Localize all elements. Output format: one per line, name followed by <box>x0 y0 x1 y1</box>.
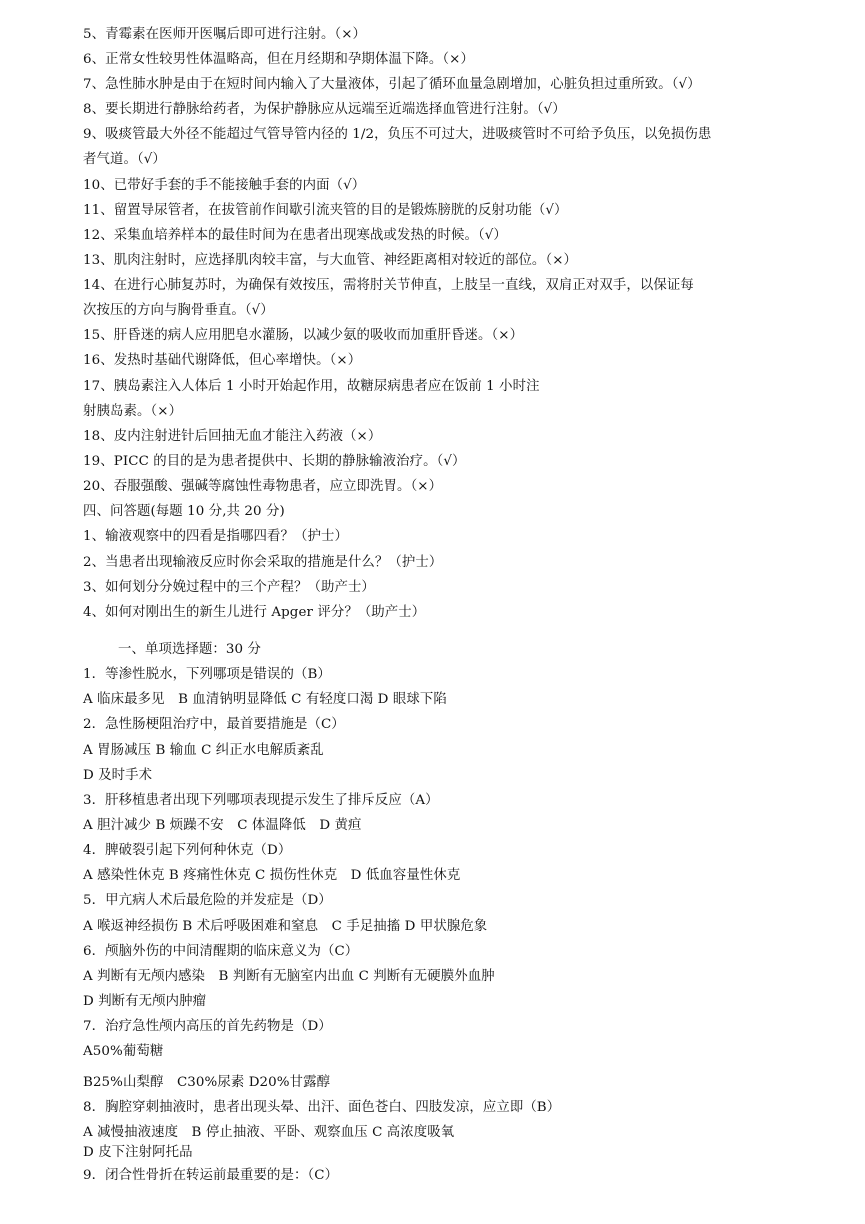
question-stem: 5．甲亢病人术后最危险的并发症是（D） <box>83 893 332 908</box>
judgement-item: 19、PICC 的目的是为患者提供中、长期的静脉输液治疗。（√） <box>83 454 466 469</box>
question-stem: 4．脾破裂引起下列何种休克（D） <box>83 843 292 858</box>
judgement-item: 11、留置导尿管者，在拔管前作间歇引流夹管的目的是锻炼膀胱的反射功能（√） <box>83 203 568 218</box>
judgement-item: 18、皮内注射进针后回抽无血才能注入药液（×） <box>83 429 382 444</box>
question-options: A50%葡萄糖 <box>83 1044 164 1059</box>
question-options: A 感染性休克 B 疼痛性休克 C 损伤性休克 D 低血容量性休克 <box>83 868 461 883</box>
question-options: A 判断有无颅内感染 B 判断有无脑室内出血 C 判断有无硬膜外血肿 <box>83 969 495 984</box>
question-options: D 及时手术 <box>83 768 153 783</box>
question-stem: 6．颅脑外伤的中间清醒期的临床意义为（C） <box>83 944 359 959</box>
question-options: A 喉返神经损伤 B 术后呼吸困难和窒息 C 手足抽搐 D 甲状腺危象 <box>83 919 488 934</box>
question-stem: 7．治疗急性颅内高压的首先药物是（D） <box>83 1019 332 1034</box>
judgement-item-continuation: 射胰岛素。（×） <box>83 404 183 419</box>
judgement-item: 15、肝昏迷的病人应用肥皂水灌肠，以减少氨的吸收而加重肝昏迷。（×） <box>83 328 524 343</box>
question-stem: 2．急性肠梗阻治疗中，最首要措施是（C） <box>83 717 345 732</box>
question-options: A 胆汁减少 B 烦躁不安 C 体温降低 D 黄疸 <box>83 818 362 833</box>
question-stem: 9．闭合性骨折在转运前最重要的是：（C） <box>83 1168 339 1183</box>
question-options: D 判断有无颅内肿瘤 <box>83 994 207 1009</box>
section-heading: 一、单项选择题：30 分 <box>118 642 262 657</box>
essay-question: 3、如何划分分娩过程中的三个产程？（助产士） <box>83 580 375 595</box>
judgement-item-continuation: 者气道。（√） <box>83 152 166 167</box>
question-options: A 胃肠减压 B 输血 C 纠正水电解质紊乱 <box>83 743 324 758</box>
question-options: D 皮下注射阿托品 <box>83 1145 193 1160</box>
question-options: B25%山梨醇 C30%尿素 D20%甘露醇 <box>83 1075 331 1090</box>
essay-question: 1、输液观察中的四看是指哪四看？（护士） <box>83 529 348 544</box>
question-options: A 减慢抽液速度 B 停止抽液、平卧、观察血压 C 高浓度吸氧 <box>83 1125 455 1140</box>
judgement-item: 13、肌肉注射时，应选择肌肉较丰富，与大血管、神经距离相对较近的部位。（×） <box>83 253 578 268</box>
judgement-item: 10、已带好手套的手不能接触手套的内面（√） <box>83 178 366 193</box>
essay-question: 4、如何对刚出生的新生儿进行 Apger 评分？（助产士） <box>83 605 426 620</box>
judgement-item: 12、采集血培养样本的最佳时间为在患者出现寒战或发热的时候。（√） <box>83 228 507 243</box>
judgement-item: 8、要长期进行静脉给药者，为保护静脉应从远端至近端选择血管进行注射。（√） <box>83 102 566 117</box>
judgement-item: 9、吸痰管最大外径不能超过气管导管内径的 1/2，负压不可过大，进吸痰管时不可给予负压，以免损伤患 <box>83 127 712 142</box>
judgement-item: 7、急性肺水肿是由于在短时间内输入了大量液体，引起了循环血量急剧增加，心脏负担过重所致。（√） <box>83 77 701 92</box>
question-options: A 临床最多见 B 血清钠明显降低 C 有轻度口渴 D 眼球下陷 <box>83 692 447 707</box>
judgement-item-continuation: 次按压的方向与胸骨垂直。（√） <box>83 303 274 318</box>
question-stem: 3．肝移植患者出现下列哪项表现提示发生了排斥反应（A） <box>83 793 439 808</box>
essay-question: 2、当患者出现输液反应时你会采取的措施是什么？（护士） <box>83 555 443 570</box>
judgement-item: 6、正常女性较男性体温略高，但在月经期和孕期体温下降。（×） <box>83 52 474 67</box>
judgement-item: 5、青霉素在医师开医嘱后即可进行注射。（×） <box>83 27 367 42</box>
question-stem: 1．等渗性脱水，下列哪项是错误的（B） <box>83 667 331 682</box>
judgement-item: 17、胰岛素注入人体后 1 小时开始起作用，故糖尿病患者应在饭前 1 小时注 <box>83 379 540 394</box>
section-heading: 四、问答题(每题 10 分,共 20 分) <box>83 504 285 519</box>
judgement-item: 20、吞服强酸、强碱等腐蚀性毒物患者，应立即洗胃。（×） <box>83 479 443 494</box>
judgement-item: 16、发热时基础代谢降低，但心率增快。（×） <box>83 353 362 368</box>
question-stem: 8．胸腔穿刺抽液时，患者出现头晕、出汗、面色苍白、四肢发凉，应立即（B） <box>83 1100 561 1115</box>
judgement-item: 14、在进行心肺复苏时，为确保有效按压，需将肘关节伸直，上肢呈一直线，双肩正对双手，以保证每 <box>83 278 694 293</box>
